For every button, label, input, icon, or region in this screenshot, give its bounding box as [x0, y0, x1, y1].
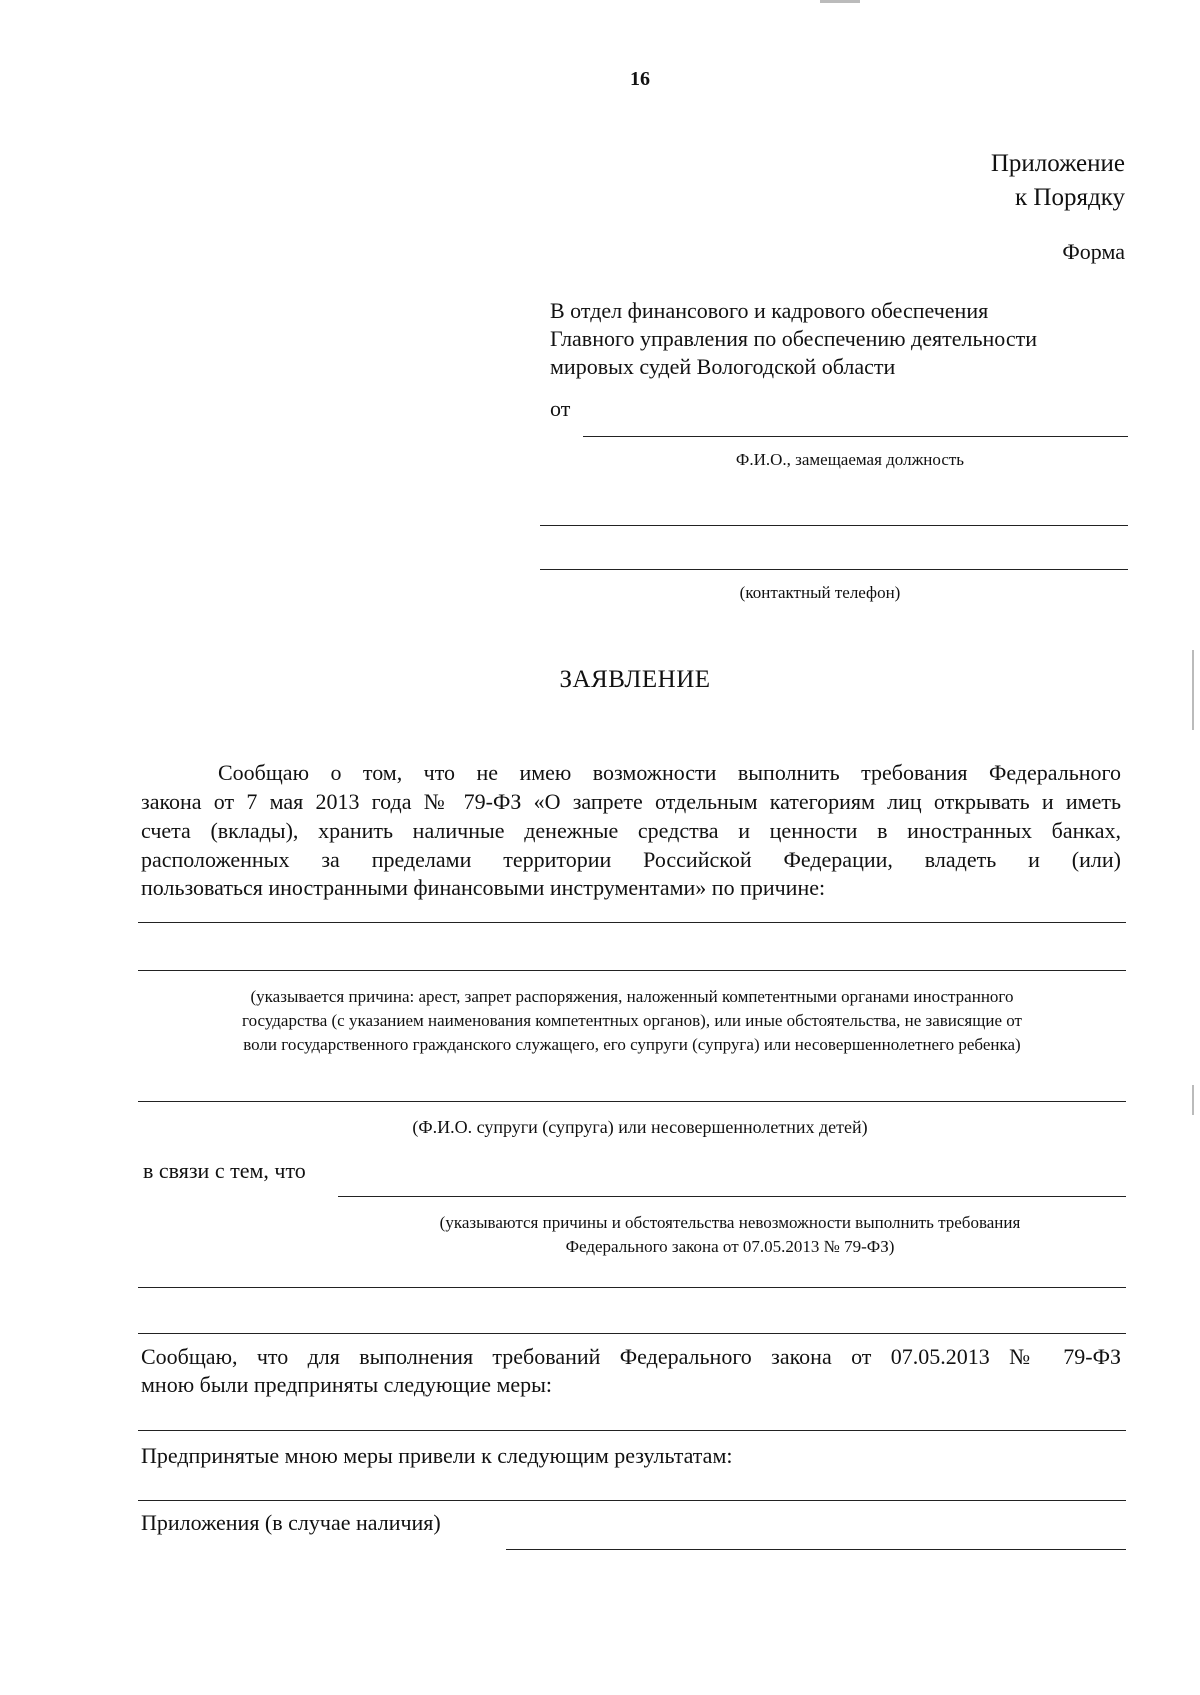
measures-line-1: Сообщаю, что для выполнения требований Федерального закона от 07.05.2013 № 79-ФЗ — [141, 1344, 1121, 1369]
circumstances-field-line-1[interactable] — [338, 1196, 1126, 1197]
reason-caption-line-1: (указывается причина: арест, запрет распоряжения, наложенный компетентными органами иностранного — [250, 987, 1014, 1006]
spouse-field-line[interactable] — [138, 1101, 1126, 1102]
statement-line-1: Сообщаю о том, что не имею возможности выполнить требования Федерального — [218, 760, 1121, 785]
addressee-line-2: Главного управления по обеспечению деятельности — [550, 326, 1037, 351]
page-number: 16 — [630, 68, 650, 90]
circumstances-caption-line-1: (указываются причины и обстоятельства невозможности выполнить требования — [439, 1213, 1021, 1232]
spouse-caption: (Ф.И.О. супруги (супруга) или несовершеннолетних детей) — [412, 1117, 868, 1137]
reason-field-line-2[interactable] — [138, 970, 1126, 971]
document-title: ЗАЯВЛЕНИЕ — [559, 666, 711, 693]
position-field-line[interactable] — [540, 525, 1128, 526]
results-label: Предпринятые мною меры привели к следующим результатам: — [141, 1443, 733, 1468]
measures-line-2: мною были предприняты следующие меры: — [141, 1372, 553, 1397]
fio-field-line[interactable] — [583, 436, 1128, 437]
scan-artifact — [1192, 650, 1194, 730]
phone-caption: (контактный телефон) — [739, 583, 901, 602]
scan-artifact — [820, 0, 860, 3]
appendix-subtitle: к Порядку — [1015, 184, 1125, 211]
addressee-line-1: В отдел финансового и кадрового обеспечения — [550, 298, 989, 323]
form-label: Форма — [1062, 239, 1125, 264]
statement-line-4: расположенных за пределами территории Российской Федерации, владеть и (или) — [141, 847, 1121, 872]
attachments-field-line[interactable] — [506, 1549, 1126, 1550]
scan-artifact — [1192, 1085, 1194, 1115]
reason-caption-line-2: государства (с указанием наименования компетентных органов), или иные обстоятельства, не зависящие от — [242, 1011, 1022, 1030]
measures-field-line[interactable] — [138, 1430, 1126, 1431]
fio-caption: Ф.И.О., замещаемая должность — [735, 450, 965, 469]
addressee-line-3: мировых судей Вологодской области — [550, 354, 896, 379]
from-label: от — [550, 396, 571, 421]
circumstances-caption-line-2: Федерального закона от 07.05.2013 № 79-ФЗ) — [565, 1237, 895, 1256]
due-to-label: в связи с тем, что — [143, 1158, 306, 1183]
statement-line-5: пользоваться иностранными финансовыми инструментами» по причине: — [141, 875, 826, 900]
reason-caption-line-3: воли государственного гражданского служащего, его супруги (супруга) или несовершеннолетнего ребенка) — [243, 1035, 1021, 1054]
circumstances-field-line-3[interactable] — [138, 1333, 1126, 1334]
attachments-label: Приложения (в случае наличия) — [141, 1510, 441, 1535]
circumstances-field-line-2[interactable] — [138, 1287, 1126, 1288]
reason-field-line-1[interactable] — [138, 922, 1126, 923]
results-field-line[interactable] — [138, 1500, 1126, 1501]
appendix-title: Приложение — [990, 150, 1125, 177]
statement-line-2: закона от 7 мая 2013 года № 79-ФЗ «О запрете отдельным категориям лиц открывать и иметь — [141, 789, 1121, 814]
statement-line-3: счета (вклады), хранить наличные денежные средства и ценности в иностранных банках, — [141, 818, 1121, 843]
phone-field-line[interactable] — [540, 569, 1128, 570]
